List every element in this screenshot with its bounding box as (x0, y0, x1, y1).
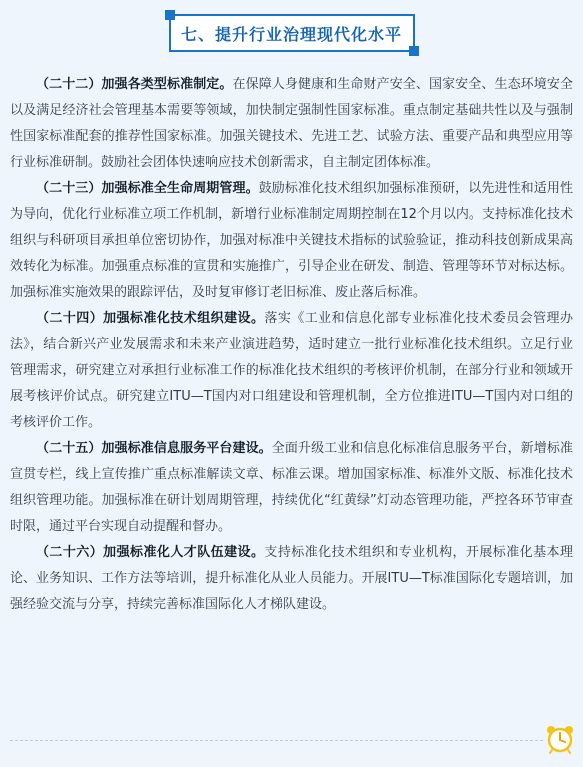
paragraph-heading: （二十二）加强各类型标准制定。 (36, 77, 233, 92)
paragraph-heading: （二十五）加强标准信息服务平台建设。 (36, 441, 272, 456)
paragraph-26 (10, 540, 573, 618)
paragraph-body: 在保障人身健康和生命财产安全、国家安全、生态环境安全以及满足经济社会管理基本需要等领域，加快制定强制性国家标准。重点制定基础共性以及与强制性国家标准配套的推荐性国家标准。加强关键技术、先进工艺、试验方法、重要产品和典型应用等行业标准研制。鼓励社会团体快速响应技术创新需求，自主制定团体标准。 (10, 77, 573, 170)
paragraph-body: 全面升级工业和信息化标准信息服务平台，新增标准宣贯专栏，线上宣传推广重点标准解读文章、标准云课。增加国家标准、标准外文版、标准化技术组织管理功能。加强标准在研计划周期管理，持续优化“红黄绿”灯动态管理功能，严控各环节审查时限，通过平台实现自动提醒和督办。 (10, 441, 573, 534)
paragraph-heading: （二十三）加强标准全生命周期管理。 (36, 181, 259, 196)
paragraph-heading: （二十六）加强标准化人才队伍建设。 (36, 545, 265, 560)
paragraph-body: 鼓励标准化技术组织加强标准预研，以先进性和适用性为导向，优化行业标准立项工作机制，新增行业标准制定周期控制在12个月以内。支持标准化技术组织与科研项目承担单位密切协作，加强对标准中关键技术指标的试验验证，推动科技创新成果高效转化为标准。加强重点标准的宣贯和实施推广，引导企业在研发、制造、管理等环节对标达标。加强标准实施效果的跟踪评估，及时复审修订老旧标准、废止落后标准。 (10, 181, 573, 300)
alarm-clock-icon (545, 724, 575, 754)
paragraph-23 (10, 176, 573, 306)
paragraph-body: 落实《工业和信息化部专业标准化技术委员会管理办法》，结合新兴产业发展需求和未来产业演进趋势，适时建立一批行业标准化技术组织。立足行业管理需求，研究建立对承担行业标准工作的标准化技术组织的考核评价机制，在部分行业和领域开展考核评价试点。研究建立ITU—T国内对口组建设和管理机制，全方位推进ITU—T国内对口组的考核评价工作。 (10, 311, 573, 430)
section-title: 七、提升行业治理现代化水平 (180, 24, 402, 44)
paragraph-25 (10, 436, 573, 540)
paragraph-22 (10, 72, 573, 176)
section-title-box (169, 14, 415, 52)
paragraph-heading: （二十四）加强标准化技术组织建设。 (36, 311, 265, 326)
paragraph-body: 支持标准化技术组织和专业机构，开展标准化基本理论、业务知识、工作方法等培训，提升标准化从业人员能力。开展ITU—T标准国际化专题培训，加强经验交流与分享，持续完善标准国际化人才梯队建设。 (10, 545, 573, 612)
paragraph-24 (10, 306, 573, 436)
bottom-divider (10, 740, 543, 741)
